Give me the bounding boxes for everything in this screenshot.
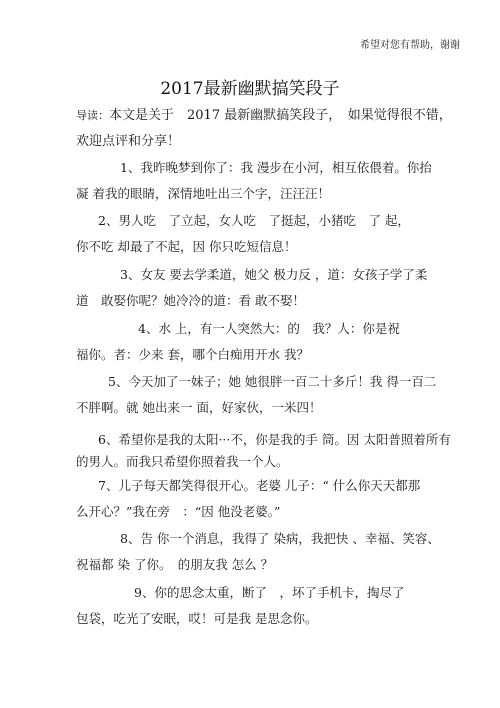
joke-line-1: 1、我昨晚梦到你了：我 漫步在小河，相互依偎着。你抬	[120, 160, 432, 175]
joke-line-2: 么开心？”我在旁 ：“因 他没老婆。”	[76, 504, 281, 519]
joke-7	[76, 476, 428, 522]
joke-line-2: 包袋，吃光了安眠，哎！可是我 是思念你。	[76, 611, 318, 626]
intro-paragraph	[76, 106, 452, 152]
joke-line-1: 9、你的思念太重，断了 ，坏了手机卡，掏尽了	[134, 585, 405, 600]
joke-1	[76, 158, 432, 204]
joke-line-1: 3、女友 要去学柔道，她父 极力反 ，道：女孩子学了柔	[120, 267, 428, 282]
joke-2	[76, 211, 428, 257]
joke-line-1: 5、今天加了一妹子；她 她很胖一百二十多斤！我 得一百二	[108, 374, 437, 389]
intro-line-2: 欢迎点评和分享！	[76, 134, 181, 149]
joke-9	[76, 583, 428, 629]
intro-label: 导读：	[76, 109, 109, 122]
joke-8	[76, 529, 440, 575]
joke-line-2: 福你。者：少来 套，哪个白痴用开水 我？	[76, 347, 309, 362]
joke-line-1: 4、水 上，有一人突然大：的 我？人：你是祝	[138, 321, 400, 336]
intro-line-1: 本文是关于 2017 最新幽默搞笑段子， 如果觉得很不错，	[109, 108, 452, 123]
joke-line-2: 凝 着我的眼睛，深情地吐出三个字，汪汪汪！	[76, 186, 330, 201]
joke-line-2: 的男人。而我只希望你照着我一个人。	[76, 454, 289, 469]
joke-line-1: 8、告 你一个消息，我得了 染病，我把快 、幸福、笑容、	[120, 531, 440, 546]
header-note: 希望对您有帮助，谢谢	[360, 40, 460, 51]
joke-line-1: 2、男人吃 了立起，女人吃 了挺起，小猪吃 了 起，	[98, 213, 410, 228]
joke-5	[76, 372, 437, 418]
joke-3	[76, 265, 428, 311]
joke-line-2: 你不吃 却最了不起，因 你只吃短信息！	[76, 239, 297, 254]
joke-line-1: 7、儿子每天都笑得很开心。老婆 儿子：“ 什么你天天都那	[98, 478, 421, 493]
joke-6	[76, 430, 451, 472]
joke-4	[76, 319, 428, 365]
joke-line-2: 道 敢娶你呢？她冷冷的道：看 敢不娶！	[76, 293, 305, 308]
joke-line-1: 6、希望你是我的太阳···不，你是我的手 筒。因 太阳普照着所有	[98, 432, 451, 447]
joke-line-2: 不胖啊。就 她出来一 面，好家伙，一米四！	[76, 400, 322, 415]
document-title: 2017最新幽默搞笑段子	[160, 79, 340, 99]
joke-line-2: 祝福都 染 了你。 的朋友我 怎么 ？	[76, 557, 274, 572]
